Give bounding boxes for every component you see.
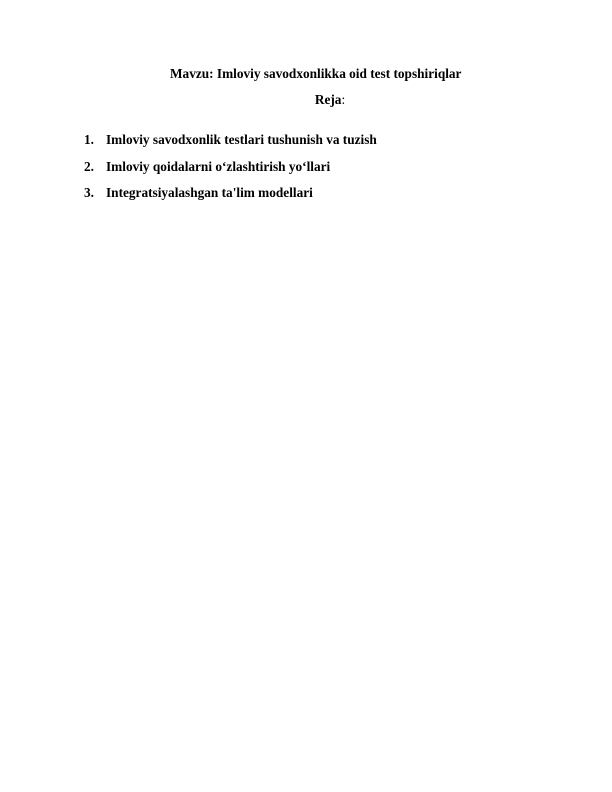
document-title: Mavzu: Imloviy savodxonlikka oid test topshiriqlar xyxy=(170,66,462,81)
plan-list xyxy=(84,132,377,212)
plan-item-text: Integratsiyalashgan ta'lim modellari xyxy=(106,185,313,200)
plan-item-number: 1. xyxy=(84,132,94,147)
plan-heading xyxy=(0,92,612,108)
plan-item-number: 3. xyxy=(84,185,94,200)
plan-heading-word: Reja xyxy=(314,92,342,107)
plan-item-text: Imloviy savodxonlik testlari tushunish va tuzish xyxy=(106,132,377,147)
plan-item-text: Imloviy qoidalarni o‘zlashtirish yo‘llari xyxy=(106,158,331,174)
plan-item-number: 2. xyxy=(84,158,94,174)
plan-item xyxy=(84,132,377,159)
plan-heading-colon: : xyxy=(341,92,346,107)
plan-item xyxy=(84,159,377,186)
plan-item xyxy=(84,185,377,212)
